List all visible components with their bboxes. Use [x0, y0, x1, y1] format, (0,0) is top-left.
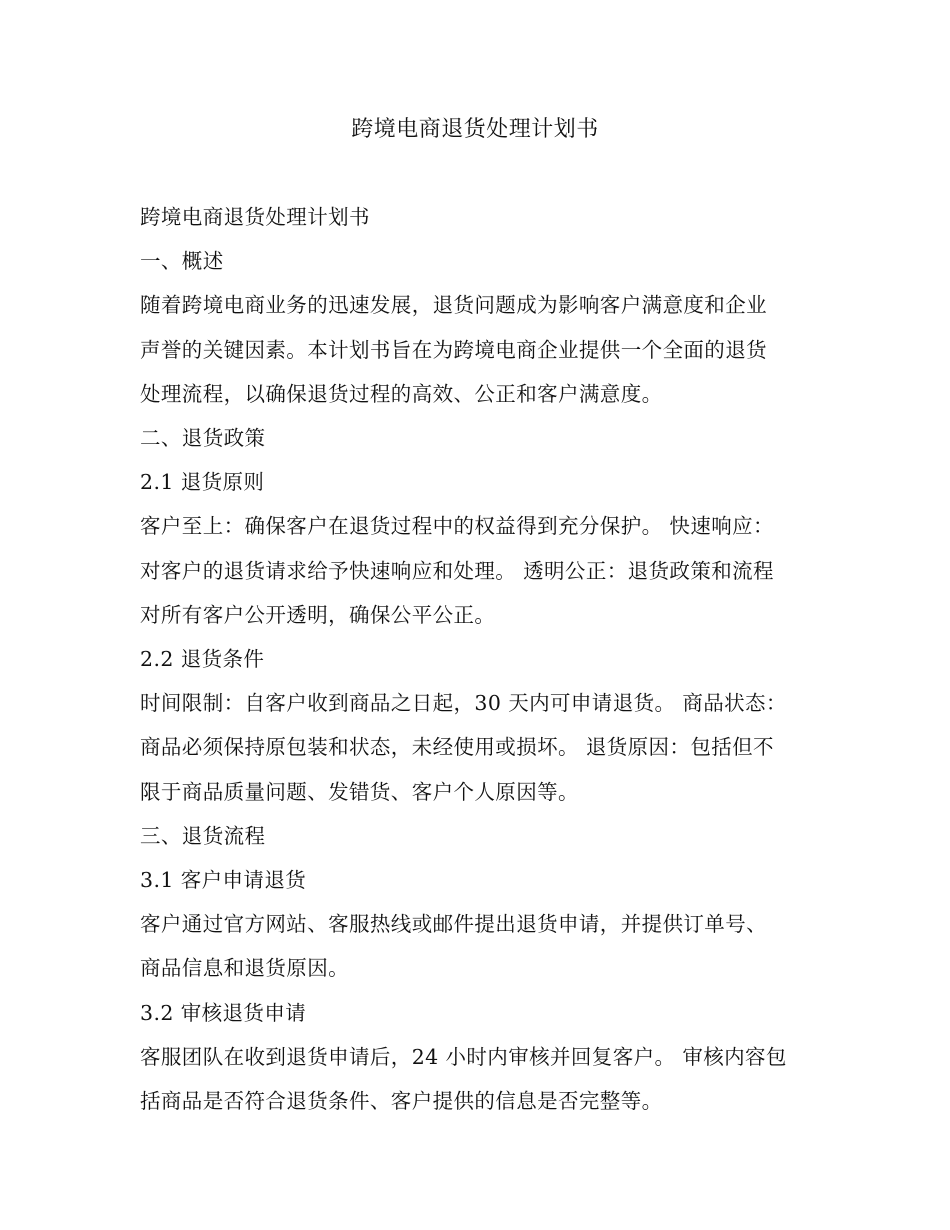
apply-line: 客户通过官方网站、客服热线或邮件提出退货申请，并提供订单号、	[140, 912, 767, 937]
subheading-return-principles: 2.1 退货原则	[140, 470, 265, 495]
conditions-line: 时间限制：自客户收到商品之日起，30 天内可申请退货。 商品状态：	[140, 691, 787, 716]
apply-line: 商品信息和退货原因。	[140, 956, 349, 981]
review-line: 客服团队在收到退货申请后，24 小时内审核并回复客户。 审核内容包	[140, 1044, 787, 1069]
overview-line: 随着跨境电商业务的迅速发展，退货问题成为影响客户满意度和企业	[140, 293, 767, 318]
subheading-return-conditions: 2.2 退货条件	[140, 647, 265, 672]
document-title: 跨境电商退货处理计划书	[351, 117, 599, 142]
section-heading-return-policy: 二、退货政策	[140, 426, 266, 451]
document-body	[140, 195, 805, 1123]
subheading-review-application: 3.2 审核退货申请	[140, 1000, 307, 1025]
conditions-line: 商品必须保持原包装和状态，未经使用或损坏。 退货原因：包括但不	[140, 735, 774, 760]
overview-line: 处理流程，以确保退货过程的高效、公正和客户满意度。	[140, 381, 663, 406]
principles-line: 对客户的退货请求给予快速响应和处理。 透明公正：退货政策和流程	[140, 558, 774, 583]
heading-repeat: 跨境电商退货处理计划书	[140, 205, 370, 229]
section-heading-return-process: 三、退货流程	[140, 823, 266, 848]
principles-line: 客户至上：确保客户在退货过程中的权益得到充分保护。 快速响应：	[140, 514, 774, 539]
overview-line: 声誉的关键因素。本计划书旨在为跨境电商企业提供一个全面的退货	[140, 337, 767, 362]
review-line: 括商品是否符合退货条件、客户提供的信息是否完整等。	[140, 1089, 663, 1114]
conditions-line: 限于商品质量问题、发错货、客户个人原因等。	[140, 779, 579, 804]
subheading-customer-apply: 3.1 客户申请退货	[140, 868, 307, 893]
section-heading-overview: 一、概述	[140, 249, 224, 274]
principles-line: 对所有客户公开透明，确保公平公正。	[140, 602, 496, 627]
